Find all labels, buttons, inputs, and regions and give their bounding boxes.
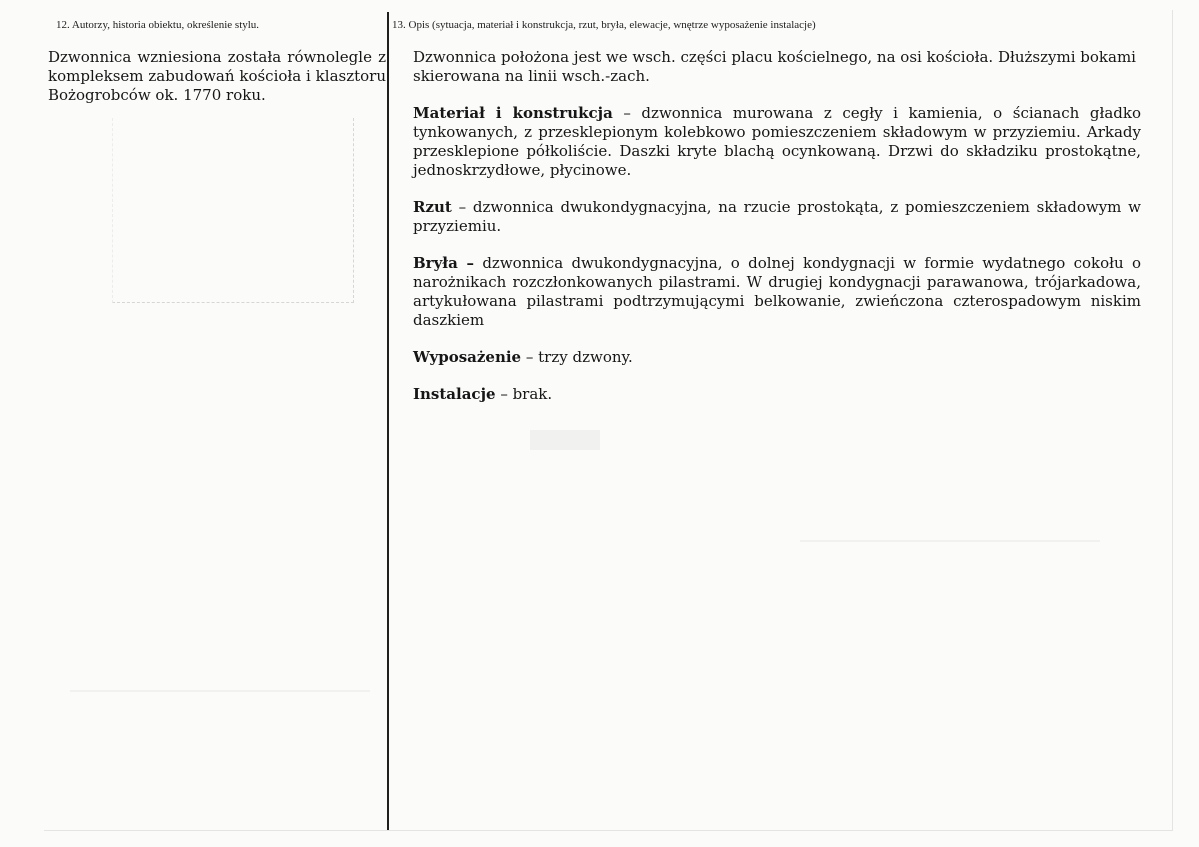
faint-frame-outline — [112, 118, 354, 303]
description-body — [413, 48, 1141, 422]
material-term: Materiał i konstrukcja — [413, 104, 613, 122]
installations-term: Instalacje — [413, 385, 496, 403]
history-text: Dzwonnica wzniesiona została równolegle z kompleksem zabudowań kościoła i klasztoru Bożogrobców ok. 1770 roku. — [48, 48, 386, 104]
massing-paragraph — [413, 254, 1141, 330]
location-paragraph: Dzwonnica położona jest we wsch. części placu kościelnego, na osi kościoła. Dłuższymi bokami skierowana na linii wsch.-zach. — [413, 48, 1136, 85]
equipment-term: Wyposażenie — [413, 348, 522, 366]
installations-text: – brak. — [495, 385, 553, 403]
column-divider — [387, 12, 389, 830]
scan-smudge — [70, 690, 370, 692]
material-text: – dzwonnica murowana z cegły i kamienia, o ścianach gładko tynkowanych, z przesklepionym kolebkowo pomieszczeniem składowym w przyziemiu. Arkady przesklepione półkoliście. Daszki kryte blachą ocynkowaną. Drzwi do składziku prostokątne, jednoskrzydłowe, płycinowe. — [413, 104, 1141, 179]
plan-term: Rzut — [413, 198, 452, 216]
material-paragraph — [413, 104, 1141, 180]
massing-text: dzwonnica dwukondygnacyjna, o dolnej kondygnacji w formie wydatnego cokołu o narożnikach rozczłonkowanych pilastrami. W drugiej kondygnacji parawanowa, trójarkadowa, artykułowana pilastrami podtrzymującymi belkowanie, zwieńczona czterospadowym niskim daszkiem — [413, 254, 1141, 329]
equipment-paragraph — [413, 348, 1141, 367]
massing-term: Bryła – — [413, 254, 475, 272]
section-12-header: 12. Autorzy, historia obiektu, określenie stylu. — [56, 19, 260, 31]
installations-paragraph — [413, 385, 1141, 404]
section-13-header: 13. Opis (sytuacja, materiał i konstrukcja, rzut, bryła, elewacje, wnętrze wyposażenie instalacje) — [392, 19, 816, 31]
scan-smudge — [530, 430, 600, 450]
equipment-text: – trzy dzwony. — [521, 348, 633, 366]
plan-text: – dzwonnica dwukondygnacyjna, na rzucie prostokąta, z pomieszczeniem składowym w przyziemiu. — [413, 198, 1141, 235]
scan-smudge — [800, 540, 1100, 542]
plan-paragraph — [413, 198, 1141, 236]
